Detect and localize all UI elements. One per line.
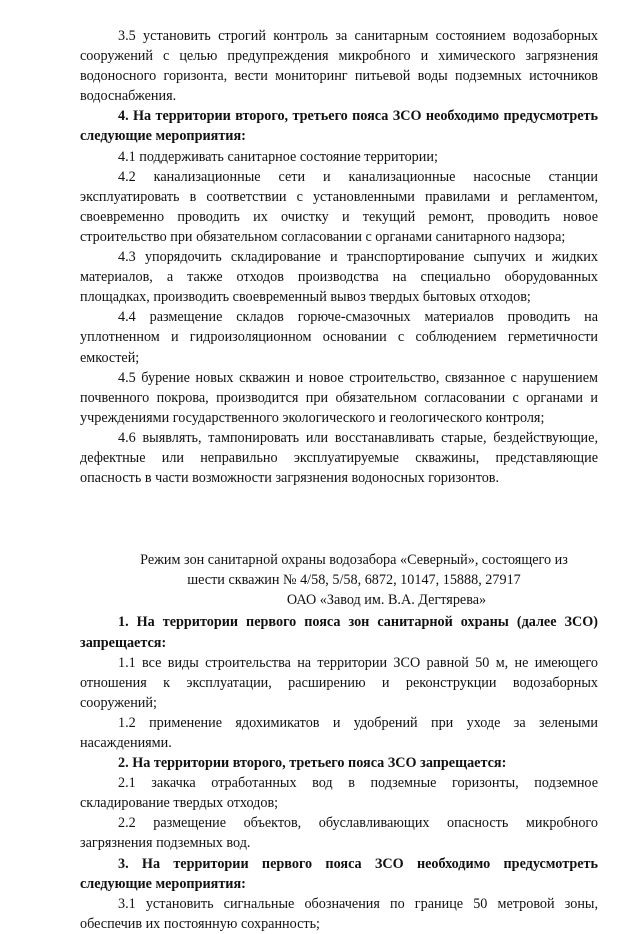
- paragraph-4-3: 4.3 упорядочить складирование и транспортирование сыпучих и жидких материалов, а также отходов производства на специально оборудованных площадках, производить своевременный вывоз твердых бытовых отходов;: [80, 249, 598, 306]
- heading-3: 3. На территории первого пояса ЗСО необходимо предусмотреть следующие мероприятия:: [80, 855, 598, 892]
- paragraph-4-5: 4.5 бурение новых скважин и новое строительство, связанное с нарушением почвенного покрова, производится при обязательном согласовании с органами и учреждениями государственного экологического и геологического контроля;: [80, 369, 598, 426]
- paragraph-2-1: 2.1 закачка отработанных вод в подземные горизонты, подземное складирование твердых отходов;: [80, 775, 598, 812]
- paragraph-3-5: 3.5 установить строгий контроль за санитарным состоянием водозаборных сооружений с целью предупреждения микробного и химического загрязнения водоносного горизонта, вести мониторинг питьевой воды подземных источников водоснабжения.: [80, 28, 598, 105]
- section-gap: [80, 488, 598, 550]
- paragraph-4-2: 4.2 канализационные сети и канализационные насосные станции эксплуатировать в соответствии с установленными правилами и регламентом, своевременно проводить их очистку и текущий ремонт, проводить новое строительство при обязательном согласовании с органами санитарного надзора;: [80, 168, 598, 245]
- heading-4: 4. На территории второго, третьего пояса ЗСО необходимо предусмотреть следующие мероприятия:: [80, 108, 598, 145]
- heading-1: 1. На территории первого пояса зон санитарной охраны (далее ЗСО) запрещается:: [80, 614, 598, 651]
- section-title: [80, 550, 598, 610]
- section-title-line-2: шести скважин № 4/58, 5/58, 6872, 10147, 15888, 27917: [187, 572, 521, 589]
- paragraph-4-4: 4.4 размещение складов горюче-смазочных материалов проводить на уплотненном и гидроизоляционном основании с соблюдением герметичности емкостей;: [80, 309, 598, 366]
- heading-2: 2. На территории второго, третьего пояса ЗСО запрещается:: [118, 755, 507, 772]
- paragraph-3-1: 3.1 установить сигнальные обозначения по границе 50 метровой зоны, обеспечив их постоянную сохранность;: [80, 895, 598, 932]
- paragraph-4-1: 4.1 поддерживать санитарное состояние территории;: [118, 148, 438, 165]
- paragraph-1-2: 1.2 применение ядохимикатов и удобрений при уходе за зелеными насаждениями.: [80, 714, 598, 751]
- paragraph-4-6: 4.6 выявлять, тампонировать или восстанавливать старые, бездействующие, дефектные или неправильно эксплуатируемые скважины, представляющие опасность в части возможности загрязнения водоносных горизонтов.: [80, 429, 598, 487]
- section-title-line-1: Режим зон санитарной охраны водозабора «Северный», состоящего из: [140, 552, 568, 569]
- paragraph-1-1: 1.1 все виды строительства на территории ЗСО равной 50 м, не имеющего отношения к эксплуатации, расширению и реконструкции водозаборных сооружений;: [80, 654, 598, 711]
- section-title-line-3: ОАО «Завод им. В.А. Дегтярева»: [286, 592, 487, 609]
- paragraph-2-2: 2.2 размещение объектов, обуславливающих опасность микробного загрязнения подземных вод.: [80, 815, 598, 852]
